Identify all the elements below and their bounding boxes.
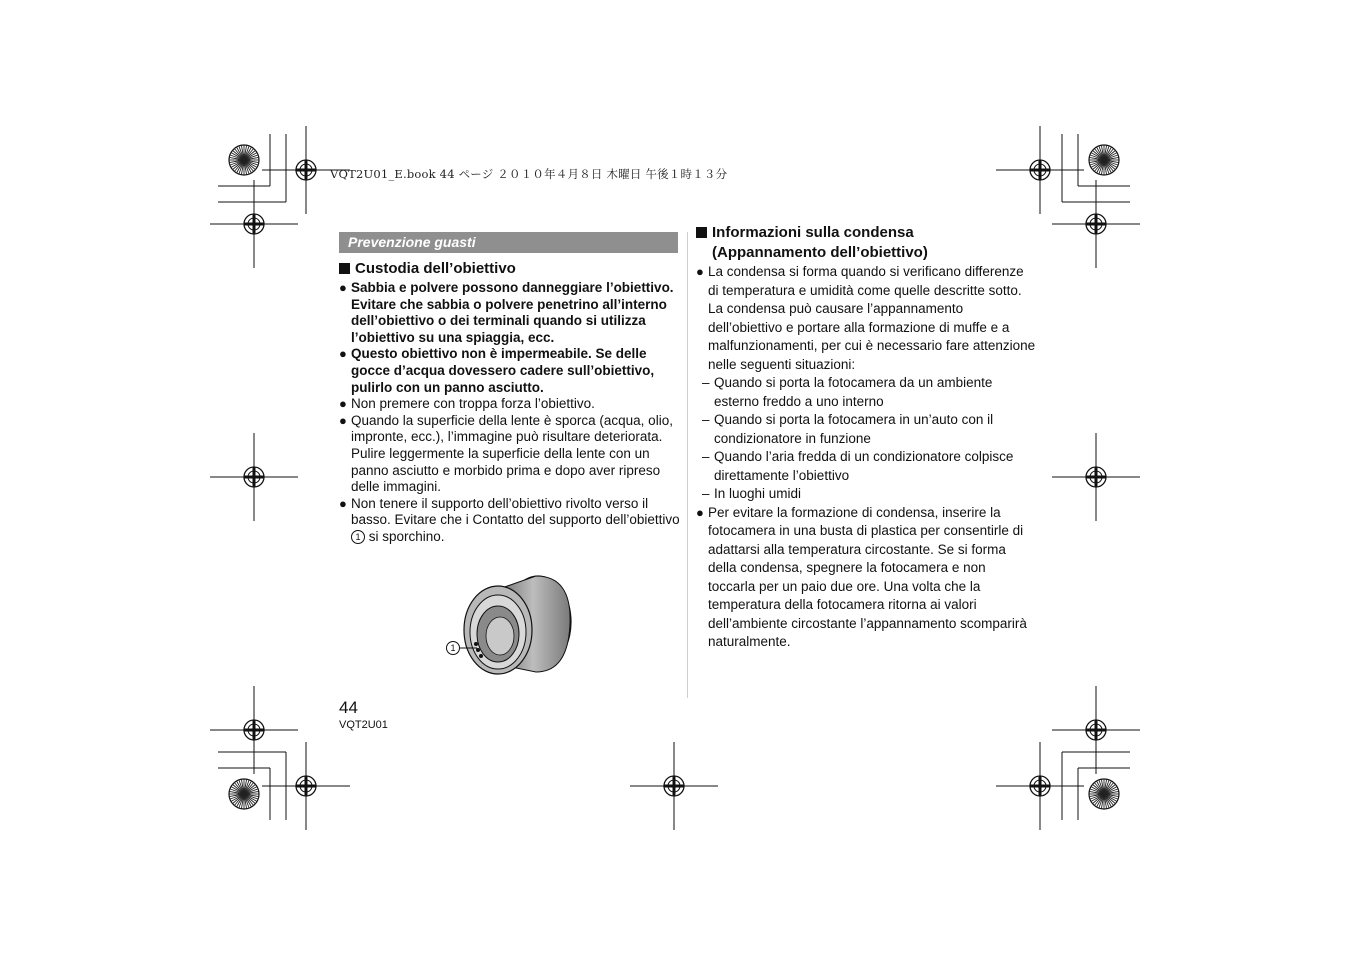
bullet-icon: ● — [696, 504, 704, 520]
column-divider — [687, 232, 688, 698]
crosshair-mark — [210, 686, 298, 774]
list-item: ● Per evitare la formazione di condensa, inserire la fotocamera in una busta di plastica per consentirle di adattarsi alla temperatura circostante. Se si forma della condensa, spegnere la fotocamera e non toccarla per un paio due ore. Una volta che la temperatura della fotocamera ritorna ai valori dell’ambiente circostante l’appannamento scomparirà naturalmente. — [696, 504, 1027, 649]
starburst-mark — [1089, 145, 1119, 175]
section-title-bar: Prevenzione guasti — [339, 232, 678, 253]
list-item: ● Quando la superficie della lente è sporca (acqua, olio, impronte, ecc.), l’immagine può risultare deteriorata. Pulire leggermente la superficie della lente con un panno asciutto e morbido prima e dopo aver ripreso delle immagini. — [339, 412, 673, 495]
list-item: ● La condensa si forma quando si verificano differenze di temperatura e umidità come quelle descritte sotto. La condensa può causare l’appannamento dell’obiettivo e portare alla formazione di muffe e a malfunzionamenti, per cui è necessario fare attenzione nelle seguenti situazioni: — [696, 264, 1036, 372]
prevention-list — [696, 504, 1036, 652]
list-item: ● Non tenere il supporto dell’obiettivo rivolto verso il basso. Evitare che i Contatto del supporto dell’obiettivo 1 si sporchino. — [339, 495, 680, 544]
heading-text: Informazioni sulla condensa — [712, 224, 914, 241]
dash-icon: – — [702, 449, 710, 464]
callout-number-icon: 1 — [351, 530, 365, 544]
document-code: VQT2U01 — [339, 719, 388, 731]
starburst-mark — [229, 779, 259, 809]
square-bullet-icon — [696, 227, 707, 238]
starburst-mark — [229, 145, 259, 175]
crosshair-mark — [630, 742, 718, 830]
list-item: – In luoghi umidi — [696, 485, 1036, 504]
heading-lens-case — [339, 259, 680, 279]
crosshair-mark — [1052, 180, 1140, 268]
left-column — [339, 259, 680, 546]
page-number: 44 — [339, 698, 358, 717]
list-item: ● Non premere con troppa forza l’obiettivo. — [339, 396, 595, 412]
print-header: VQT2U01_E.book 44 ページ ２０１０年４月８日 木曜日 午後１時１３分 — [330, 167, 728, 181]
starburst-mark — [1089, 779, 1119, 809]
list-item: – Quando l’aria fredda di un condizionatore colpisce direttamente l’obiettivo — [702, 449, 1014, 483]
bullet-icon: ● — [696, 264, 704, 279]
list-item: ● Questo obiettivo non è impermeabile. Se delle gocce d’acqua dovessero cadere sull’obiettivo, pulirlo con un panno asciutto. — [339, 346, 655, 395]
heading-condensation — [696, 223, 1036, 263]
list-item: – Quando si porta la fotocamera da un ambiente esterno freddo a uno interno — [702, 375, 993, 409]
lens-care-list — [339, 280, 680, 546]
bullet-icon: ● — [339, 495, 347, 511]
dash-icon: – — [702, 412, 710, 427]
heading-text: Custodia dell’obiettivo — [355, 260, 516, 277]
situations-list — [696, 374, 1036, 504]
heading-subtext: (Appannamento dell’obiettivo) — [712, 244, 928, 261]
crosshair-mark — [996, 742, 1084, 830]
crosshair-mark — [210, 180, 298, 268]
right-column — [696, 223, 1036, 652]
crosshair-mark — [1052, 433, 1140, 521]
crosshair-mark — [1052, 686, 1140, 774]
square-bullet-icon — [339, 263, 350, 274]
crosshair-mark — [996, 126, 1084, 214]
dash-icon: – — [702, 486, 710, 501]
list-item: – Quando si porta la fotocamera in un’auto con il condizionatore in funzione — [702, 412, 994, 446]
crosshair-mark — [210, 433, 298, 521]
bullet-icon: ● — [339, 412, 347, 428]
crosshair-mark — [262, 742, 350, 830]
bullet-icon: ● — [339, 396, 347, 412]
callout-number-icon: 1 — [446, 641, 460, 655]
condensation-list — [696, 263, 1036, 374]
bullet-icon: ● — [339, 280, 347, 295]
bullet-icon: ● — [339, 346, 347, 362]
lens-illustration — [440, 572, 580, 686]
list-item: ● Sabbia e polvere possono danneggiare l’obiettivo. Evitare che sabbia o polvere penetrino all’interno dell’obiettivo o dei terminali quando si utilizza l’obiettivo su una spiaggia, ecc. — [339, 280, 674, 345]
dash-icon: – — [702, 375, 710, 390]
